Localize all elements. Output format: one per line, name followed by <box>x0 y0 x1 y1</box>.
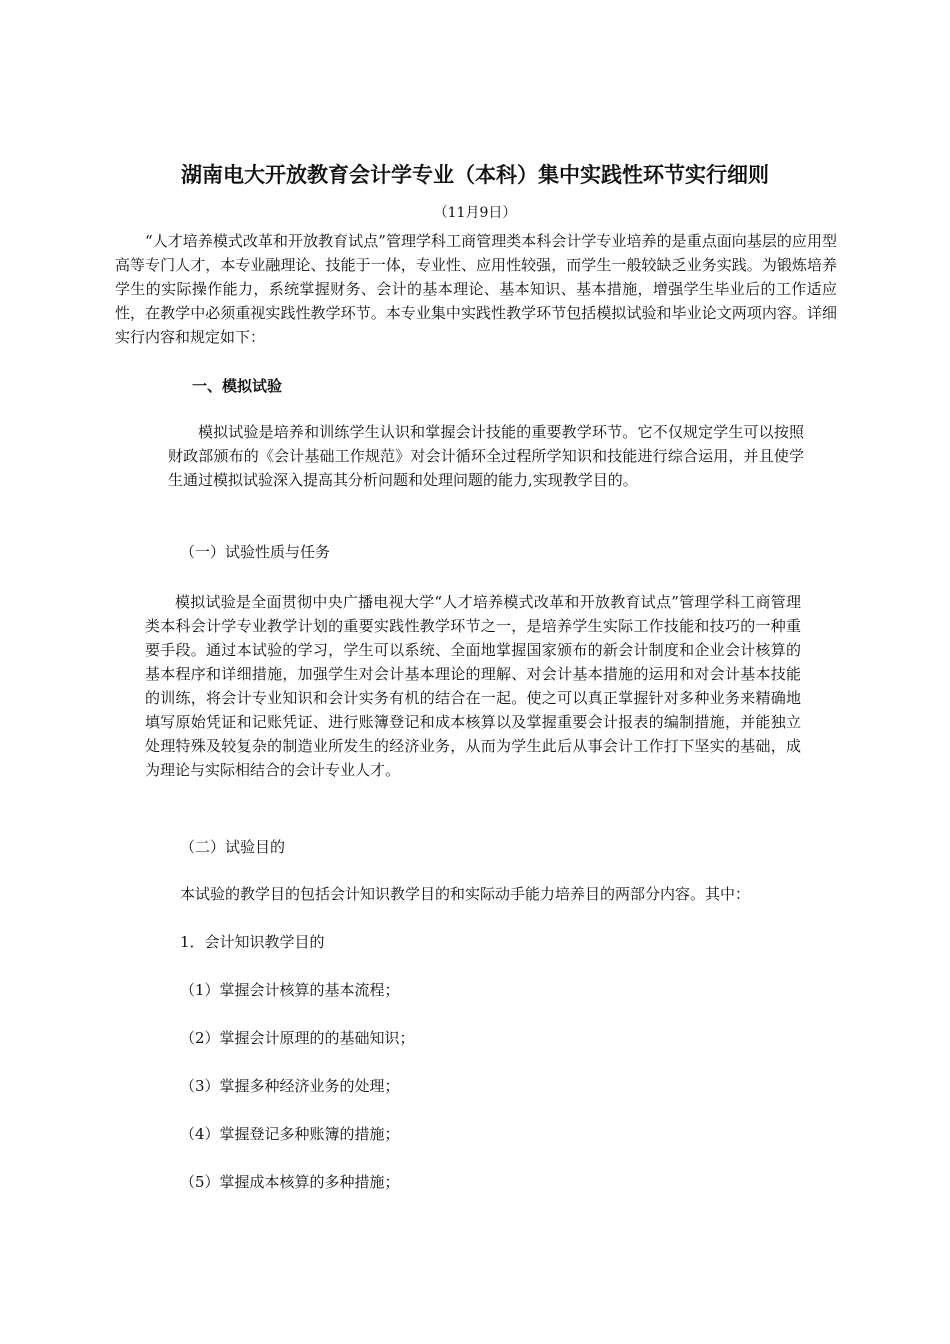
list-item: （4）掌握登记多种账簿的措施； <box>180 1125 400 1143</box>
intro-paragraph: “人才培养模式改革和开放教育试点”管理学科工商管理类本科会计学专业培养的是重点面向基层的应用型高等专门人才，本专业融理论、技能于一体，专业性、应用性较强，而学生一般较缺乏业务实践。为锻炼培养学生的实际操作能力，系统掌握财务、会计的基本理论、基本知识、基本措施，增强学生毕业后的工作适应性，在教学中必须重视实践性教学环节。本专业集中实践性教学环节包括模拟试验和毕业论文两项内容。详细实行内容和规定如下： <box>115 232 837 346</box>
list-item: （5）掌握成本核算的多种措施； <box>180 1173 400 1191</box>
document-date: （11月9日） <box>433 205 517 221</box>
section-heading-simulation: 一、模拟试验 <box>192 377 283 395</box>
simulation-paragraph: 模拟试验是培养和训练学生认识和掌握会计技能的重要教学环节。它不仅规定学生可以按照财政部颁布的《会计基础工作规范》对会计循环全过程所学知识和技能进行综合运用，并且使学生通过模拟试验深入提高其分析问题和处理问题的能力,实现教学目的。 <box>168 423 804 489</box>
purpose-paragraph: 本试验的教学目的包括会计知识教学目的和实际动手能力培养目的两部分内容。其中： <box>180 885 751 903</box>
list-item: （3）掌握多种经济业务的处理； <box>180 1077 400 1095</box>
document-title: 湖南电大开放教育会计学专业（本科）集中实践性环节实行细则 <box>181 163 769 187</box>
list-item: （1）掌握会计核算的基本流程； <box>180 981 400 999</box>
subsection-heading-purpose: （二）试验目的 <box>180 838 286 856</box>
subsection-heading-nature: （一）试验性质与任务 <box>180 543 331 561</box>
list-item: （2）掌握会计原理的的基础知识； <box>180 1029 415 1047</box>
list-item-heading: 1．会计知识教学目的 <box>180 933 325 951</box>
nature-paragraph: 模拟试验是全面贯彻中央广播电视大学“人才培养模式改革和开放教育试点”管理学科工商管理类本科会计学专业教学计划的重要实践性教学环节之一，是培养学生实际工作技能和技巧的一种重要手段。通过本试验的学习，学生可以系统、全面地掌握国家颁布的新会计制度和企业会计核算的基本程序和详细措施，加强学生对会计基本理论的理解、对会计基本措施的运用和对会计基本技能的训练，将会计专业知识和会计实务有机的结合在一起。使之可以真正掌握针对多种业务来精确地填写原始凭证和记账凭证、进行账簿登记和成本核算以及掌握重要会计报表的编制措施，并能独立处理特殊及较复杂的制造业所发生的经济业务，从而为学生此后从事会计工作打下坚实的基础，成为理论与实际相结合的会计专业人才。 <box>145 593 801 779</box>
